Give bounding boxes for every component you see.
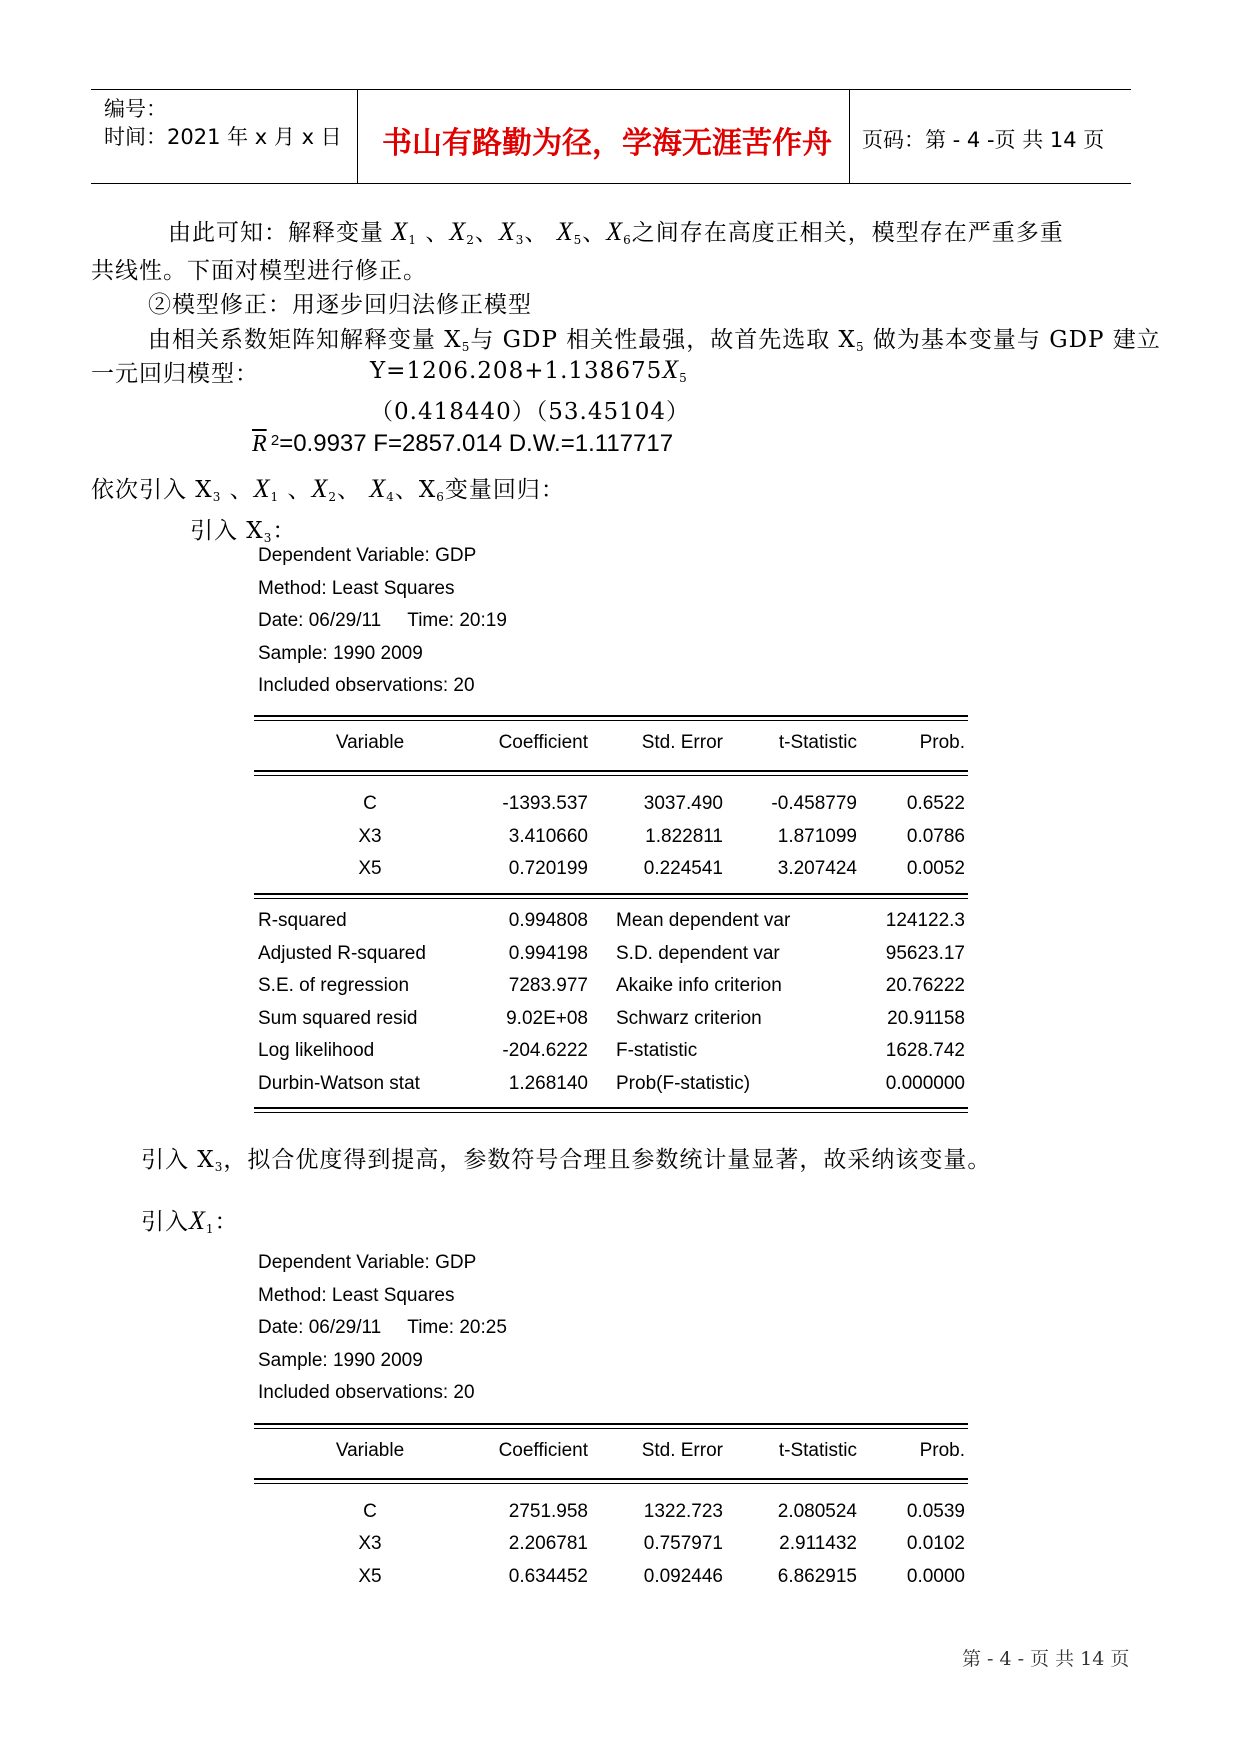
reg2-row-0-coef: 2751.958: [508, 1501, 588, 1522]
p5-text-a: 依次引入 X: [91, 477, 213, 503]
reg1-stat-3-value: 9.02E+08: [506, 1008, 588, 1029]
p3-text-c: 做为基本变量与 GDP 建立: [872, 327, 1161, 353]
reg1-stat-5-label2: Prob(F-statistic): [616, 1073, 751, 1094]
reg1-rule-top-b: [254, 720, 968, 721]
reg1-row-2-t: 3.207424: [777, 858, 857, 879]
motto: 书山有路勤为径，学海无涯苦作舟: [382, 126, 832, 161]
reg1-stat-1-label: Adjusted R-squared: [258, 943, 426, 964]
reg2-rule-top-b: [254, 1428, 968, 1429]
header-divider-2: [849, 89, 850, 184]
reg1-stat-4-value: -204.6222: [502, 1040, 588, 1061]
reg2-row-1-se: 0.757971: [643, 1533, 723, 1554]
reg2-header-t-statistic: t-Statistic: [778, 1440, 857, 1461]
reg1-row-1-prob: 0.0786: [906, 826, 965, 847]
page-label: 页码：第 - 4 -页 共 14 页: [862, 128, 1105, 152]
reg2-row-2-var: X5: [358, 1566, 382, 1587]
page-footer: 第 - 4 - 页 共 14 页: [962, 1648, 1130, 1670]
reg2-header-variable: Variable: [335, 1440, 405, 1461]
header-top-rule: [91, 89, 1131, 90]
reg2-meta-2: Date: 06/29/11 Time: 20:25: [258, 1317, 507, 1338]
conclusion: 引入 $X_3$，拟合优度得到提高，参数符号合理且参数统计量显著，故采纳该变量。: [141, 1147, 992, 1174]
reg1-row-1-t: 1.871099: [777, 826, 857, 847]
reg1-row-2-prob: 0.0052: [906, 858, 965, 879]
equation-stats: $\overline{R}$ $^2$=0.9937 F=2857.014 D.W.=1.117717: [252, 430, 674, 457]
reg1-row-2-var: X5: [358, 858, 382, 879]
intro-x3-text: 引入 X: [190, 518, 264, 544]
reg1-stat-1-label2: S.D. dependent var: [616, 943, 780, 964]
p1-text-a: 由此可知：解释变量: [168, 220, 384, 246]
reg2-rule-mid-b: [254, 1483, 968, 1484]
equation-stats-text: =0.9937 F=2857.014 D.W.=1.117717: [279, 430, 674, 457]
reg2-row-1-prob: 0.0102: [906, 1533, 965, 1554]
reg1-stat-2-value: 7283.977: [508, 975, 588, 996]
reg2-rule-mid-a: [254, 1478, 968, 1480]
p1-text-b: 之间存在高度正相关，模型存在严重多重: [631, 220, 1064, 246]
reg1-stat-0-label2: Mean dependent var: [616, 910, 791, 931]
reg1-stat-5-value: 1.268140: [508, 1073, 588, 1094]
reg1-stat-5-label: Durbin-Watson stat: [258, 1073, 420, 1094]
reg2-header-coefficient: Coefficient: [498, 1440, 588, 1461]
reg2-rule-top-a: [254, 1423, 968, 1425]
reg2-header-std-error: Std. Error: [641, 1440, 723, 1461]
reg1-rule-stats-b: [254, 898, 968, 899]
reg2-header-prob: Prob.: [919, 1440, 965, 1461]
reg2-row-2-prob: 0.0000: [906, 1566, 965, 1587]
reg1-stat-1-value2: 95623.17: [885, 943, 965, 964]
reg1-header-std-error: Std. Error: [641, 732, 723, 753]
reg1-rule-mid-b: [254, 775, 968, 776]
reg1-stat-4-label2: F-statistic: [616, 1040, 698, 1061]
reg1-stat-0-value: 0.994808: [508, 910, 588, 931]
r-bar-symbol: $\overline{R}$: [252, 431, 267, 457]
reg1-stat-2-label: S.E. of regression: [258, 975, 410, 996]
reg1-stat-5-value2: 0.000000: [885, 1073, 965, 1094]
reg1-header-coefficient: Coefficient: [498, 732, 588, 753]
reg1-meta-0: Dependent Variable: GDP: [258, 545, 477, 566]
reg2-row-2-coef: 0.634452: [508, 1566, 588, 1587]
intro-x3-heading: 引入 $X_3$：: [190, 518, 297, 545]
reg2-row-1-t: 2.911432: [779, 1533, 857, 1554]
reg1-meta-1: Method: Least Squares: [258, 578, 455, 599]
paragraph-3: 由相关系数矩阵知解释变量 $X_5$与 GDP 相关性最强，故首先选取 $X_5$ 做为基本变量与 GDP 建立: [148, 327, 1161, 354]
equation-text: Y=1206.208+1.138675: [370, 358, 663, 384]
reg1-row-0-se: 3037.490: [643, 793, 723, 814]
paragraph-1-line-2: 共线性。下面对模型进行修正。: [91, 258, 427, 284]
reg1-row-1-coef: 3.410660: [508, 826, 588, 847]
reg2-row-0-var: C: [363, 1501, 377, 1522]
reg1-row-0-prob: 0.6522: [906, 793, 965, 814]
reg1-stat-4-label: Log likelihood: [258, 1040, 375, 1061]
p5-text-b: 变量回归：: [444, 477, 565, 503]
reg1-stat-2-value2: 20.76222: [885, 975, 965, 996]
reg1-rule-mid-a: [254, 770, 968, 772]
reg2-row-1-var: X3: [358, 1533, 382, 1554]
reg2-meta-3: Sample: 1990 2009: [258, 1350, 423, 1371]
equation: $Y=1206.208+1.138675X_5$: [370, 355, 688, 385]
reg1-stat-0-value2: 124122.3: [885, 910, 965, 931]
equation-std-errors: （0.418440）（53.45104）: [370, 399, 690, 425]
reg1-stat-3-label: Sum squared resid: [258, 1008, 418, 1029]
reg2-row-0-se: 1322.723: [643, 1501, 723, 1522]
reg1-row-1-se: 1.822811: [645, 826, 723, 847]
header-divider-1: [357, 89, 358, 184]
reg2-row-2-t: 6.862915: [777, 1566, 857, 1587]
paragraph-1-line-1: 由此可知：解释变量 $X_1$ 、$X_2$、$X_3$、 $X_5$、$X_6$之间存在高度正相关，模型存在严重多重: [168, 217, 1064, 247]
reg2-row-1-coef: 2.206781: [508, 1533, 588, 1554]
paragraph-2: ②模型修正：用逐步回归法修正模型: [148, 292, 532, 318]
reg1-rule-bottom-b: [254, 1112, 968, 1113]
reg2-row-0-t: 2.080524: [777, 1501, 857, 1522]
reg1-row-2-se: 0.224541: [643, 858, 723, 879]
reg1-meta-2: Date: 06/29/11 Time: 20:19: [258, 610, 507, 631]
reg1-row-1-var: X3: [358, 826, 382, 847]
reg2-row-2-se: 0.092446: [643, 1566, 723, 1587]
reg1-rule-top-a: [254, 715, 968, 717]
p3-text-a: 由相关系数矩阵知解释变量 X: [148, 327, 462, 353]
reg2-row-0-prob: 0.0539: [906, 1501, 965, 1522]
paragraph-4: 一元回归模型：: [91, 361, 259, 387]
reg1-rule-bottom-a: [254, 1107, 968, 1109]
reg1-stat-0-label: R-squared: [258, 910, 347, 931]
p3-text-b: 与 GDP 相关性最强，故首先选取 X: [470, 327, 856, 353]
reg1-meta-3: Sample: 1990 2009: [258, 643, 423, 664]
reg2-meta-1: Method: Least Squares: [258, 1285, 455, 1306]
reg1-row-0-var: C: [363, 793, 377, 814]
reg2-meta-4: Included observations: 20: [258, 1382, 475, 1403]
header-bottom-rule: [91, 183, 1131, 184]
paragraph-5: 依次引入 $X_3$ 、$X_1$ 、$X_2$、 $X_4$、$X_6$变量回归：: [91, 474, 565, 504]
reg1-row-0-coef: -1393.537: [502, 793, 588, 814]
reg1-meta-4: Included observations: 20: [258, 675, 475, 696]
serial-label: 编号：: [104, 97, 167, 121]
reg1-stat-2-label2: Akaike info criterion: [616, 975, 782, 996]
date-label: 时间：2021 年 x 月 x 日: [104, 125, 342, 149]
intro-x1-text: 引入: [141, 1209, 189, 1235]
reg1-header-variable: Variable: [335, 732, 405, 753]
reg1-rule-stats-a: [254, 893, 968, 895]
conclusion-intro: 引入 X: [141, 1147, 215, 1173]
reg1-header-t-statistic: t-Statistic: [778, 732, 857, 753]
intro-x1-heading: 引入$X_1$：: [141, 1206, 239, 1236]
reg2-meta-0: Dependent Variable: GDP: [258, 1252, 477, 1273]
reg1-row-0-t: -0.458779: [771, 793, 857, 814]
reg1-header-prob: Prob.: [919, 732, 965, 753]
conclusion-text: ，拟合优度得到提高，参数符号合理且参数统计量显著，故采纳该变量。: [223, 1147, 992, 1173]
reg1-stat-3-value2: 20.91158: [887, 1008, 965, 1029]
reg1-row-2-coef: 0.720199: [508, 858, 588, 879]
reg1-stat-4-value2: 1628.742: [885, 1040, 965, 1061]
reg1-stat-1-value: 0.994198: [508, 943, 588, 964]
reg1-stat-3-label2: Schwarz criterion: [616, 1008, 762, 1029]
